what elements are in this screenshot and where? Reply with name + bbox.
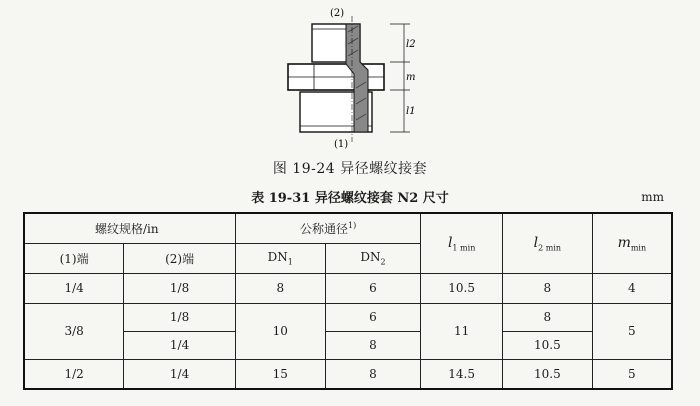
figure-caption: 图 19-24 异径螺纹接套 [272,161,428,177]
header-dn1: $DN_1$ [235,243,325,273]
dim-m-label: m [406,72,416,83]
table-row: 1/2 1/4 15 8 14.5 10.5 5 [24,359,672,389]
header-end2: (2)端 [124,243,236,273]
reducing-nipple-figure [270,4,440,150]
header-m: $m_{min}$ [592,213,672,273]
dim-l1-label: l1 [406,106,416,117]
table-row: 3/8 1/8 10 6 11 8 5 [24,303,672,331]
header-end1: (1)端 [24,243,124,273]
end2-label: (2) [330,8,345,19]
table-row: 1/4 1/8 8 6 10.5 8 4 [24,273,672,303]
dimension-table [23,212,673,390]
header-nominal-dia: 公称通径$^{1)}$ [235,213,420,243]
table-title: 表 19-31 异径螺纹接套 N2 尺寸 [251,191,449,206]
header-l1: $l_{1 min}$ [421,213,503,273]
dim-l2-label: l2 [406,39,416,50]
end1-label: (1) [334,139,349,150]
header-thread-spec: 螺纹规格/in [24,213,235,243]
fitting-drawing [270,4,440,150]
table-row: 1/4 8 10.5 [24,331,672,359]
header-dn2: $DN_2$ [325,243,421,273]
unit-label: mm [641,190,664,204]
header-l2: $l_{2 min}$ [503,213,593,273]
